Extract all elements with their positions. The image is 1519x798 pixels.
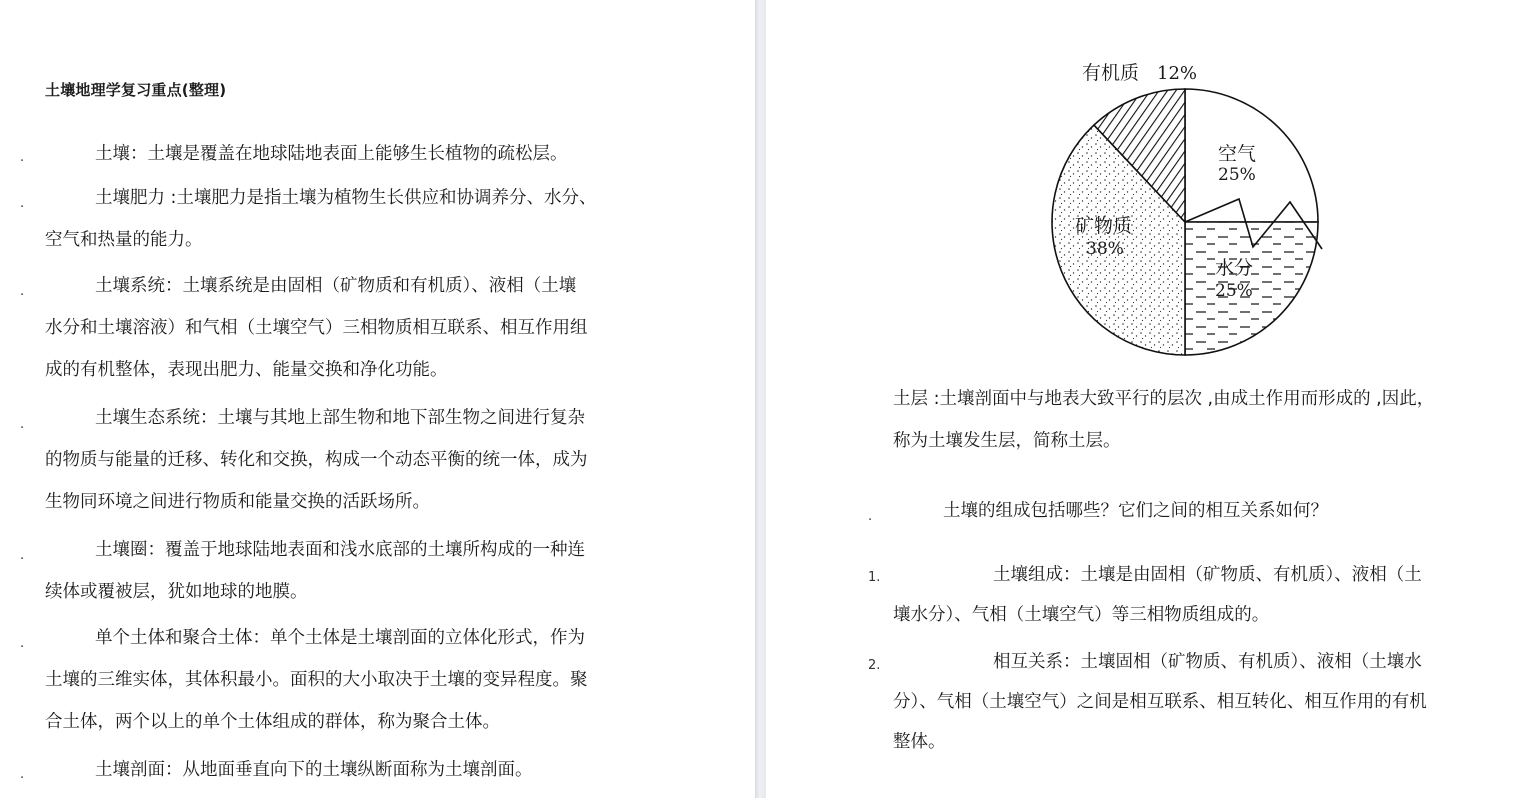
- pie-label-air-pct: 25%: [1218, 165, 1256, 185]
- pie-label-water: 水分: [1215, 257, 1254, 279]
- paragraph-marker: .: [20, 196, 25, 211]
- paragraph-pedon-polypedon: [45, 617, 588, 743]
- paragraph-line: 成的有机整体，表现出肥力、能量交换和净化功能。: [45, 360, 448, 380]
- pie-label-mineral: 矿物质: [1075, 215, 1133, 237]
- paragraph-line: 相互关系：土壤固相（矿物质、有机质）、液相（土壤水: [993, 652, 1422, 672]
- paragraph-soil-definition: [45, 133, 568, 175]
- paragraph-soil-fertility: [45, 177, 596, 261]
- pie-label-organic: 有机质: [1082, 62, 1140, 84]
- paragraph-line: 土壤系统：土壤系统是由固相（矿物质和有机质）、液相（土壤: [95, 276, 577, 296]
- paragraph-pedosphere: [45, 529, 585, 613]
- answer-number: 1.: [868, 570, 881, 585]
- paragraph-line: 土壤生态系统：土壤与其地上部生物和地下部生物之间进行复杂: [95, 408, 585, 428]
- paragraph-line: 土壤组成：土壤是由固相（矿物质、有机质）、液相（土: [993, 565, 1422, 585]
- paragraph-line: 土壤剖面：从地面垂直向下的土壤纵断面称为土壤剖面。: [95, 760, 533, 780]
- document-title: 土壤地理学复习重点(整理): [45, 81, 227, 99]
- question-soil-composition: [893, 490, 1328, 532]
- paragraph-line: 水分和土壤溶液）和气相（土壤空气）三相物质相互联系、相互作用组: [45, 318, 588, 338]
- paragraph-soil-profile: [45, 749, 533, 791]
- paragraph-line: 分）、气相（土壤空气）之间是相互联系、相互转化、相互作用的有机: [893, 692, 1427, 712]
- paragraph-line: 土壤：土壤是覆盖在地球陆地表面上能够生长植物的疏松层。: [95, 144, 568, 164]
- paragraph-line: 土壤圈：覆盖于地球陆地表面和浅水底部的土壤所构成的一种连: [95, 540, 585, 560]
- paragraph-line: 土壤肥力 :土壤肥力是指土壤为植物生长供应和协调养分、水分、: [95, 188, 597, 208]
- paragraph-marker: .: [20, 284, 25, 299]
- pie-label-organic-pct: 12%: [1157, 63, 1198, 84]
- paragraph-line: 合土体，两个以上的单个土体组成的群体，称为聚合土体。: [45, 712, 500, 732]
- page-gutter: [755, 0, 766, 798]
- pie-label-water-pct: 25%: [1215, 281, 1253, 301]
- paragraph-marker: .: [20, 417, 25, 432]
- paragraph-marker: .: [20, 767, 25, 782]
- answer-number: 2.: [868, 658, 881, 673]
- paragraph-line: 称为土壤发生层，简称土层。: [893, 431, 1121, 451]
- soil-composition-pie-chart: [1040, 52, 1330, 360]
- paragraph-soil-system: [45, 265, 588, 391]
- paragraph-line: 壤水分）、气相（土壤空气）等三相物质组成的。: [893, 605, 1270, 625]
- left-page: [0, 0, 755, 798]
- paragraph-line: 整体。: [893, 732, 946, 752]
- paragraph-line: 的物质与能量的迁移、转化和交换，构成一个动态平衡的统一体，成为: [45, 450, 588, 470]
- paragraph-marker: .: [20, 548, 25, 563]
- paragraph-line: 土层 :土壤剖面中与地表大致平行的层次 ,由成土作用而形成的 ,因此，: [893, 389, 1435, 409]
- question-marker: .: [868, 509, 873, 524]
- answer-relationship: [893, 642, 1427, 762]
- paragraph-line: 土壤的三维实体，其体积最小。面积的大小取决于土壤的变异程度。聚: [45, 670, 588, 690]
- pie-label-mineral-pct: 38%: [1086, 239, 1124, 259]
- paragraph-line: 生物同环境之间进行物质和能量交换的活跃场所。: [45, 492, 430, 512]
- paragraph-soil-horizon: [893, 378, 1434, 462]
- paragraph-soil-ecosystem: [45, 397, 588, 523]
- paragraph-marker: .: [20, 636, 25, 651]
- paragraph-line: 空气和热量的能力。: [45, 230, 203, 250]
- answer-soil-composition: [893, 555, 1422, 635]
- paragraph-line: 续体或覆被层，犹如地球的地膜。: [45, 582, 308, 602]
- paragraph-line: 单个土体和聚合土体：单个土体是土壤剖面的立体化形式，作为: [95, 628, 585, 648]
- pie-label-air: 空气: [1218, 143, 1257, 165]
- question-text: 土壤的组成包括哪些？它们之间的相互关系如何？: [943, 501, 1328, 521]
- paragraph-marker: .: [20, 150, 25, 165]
